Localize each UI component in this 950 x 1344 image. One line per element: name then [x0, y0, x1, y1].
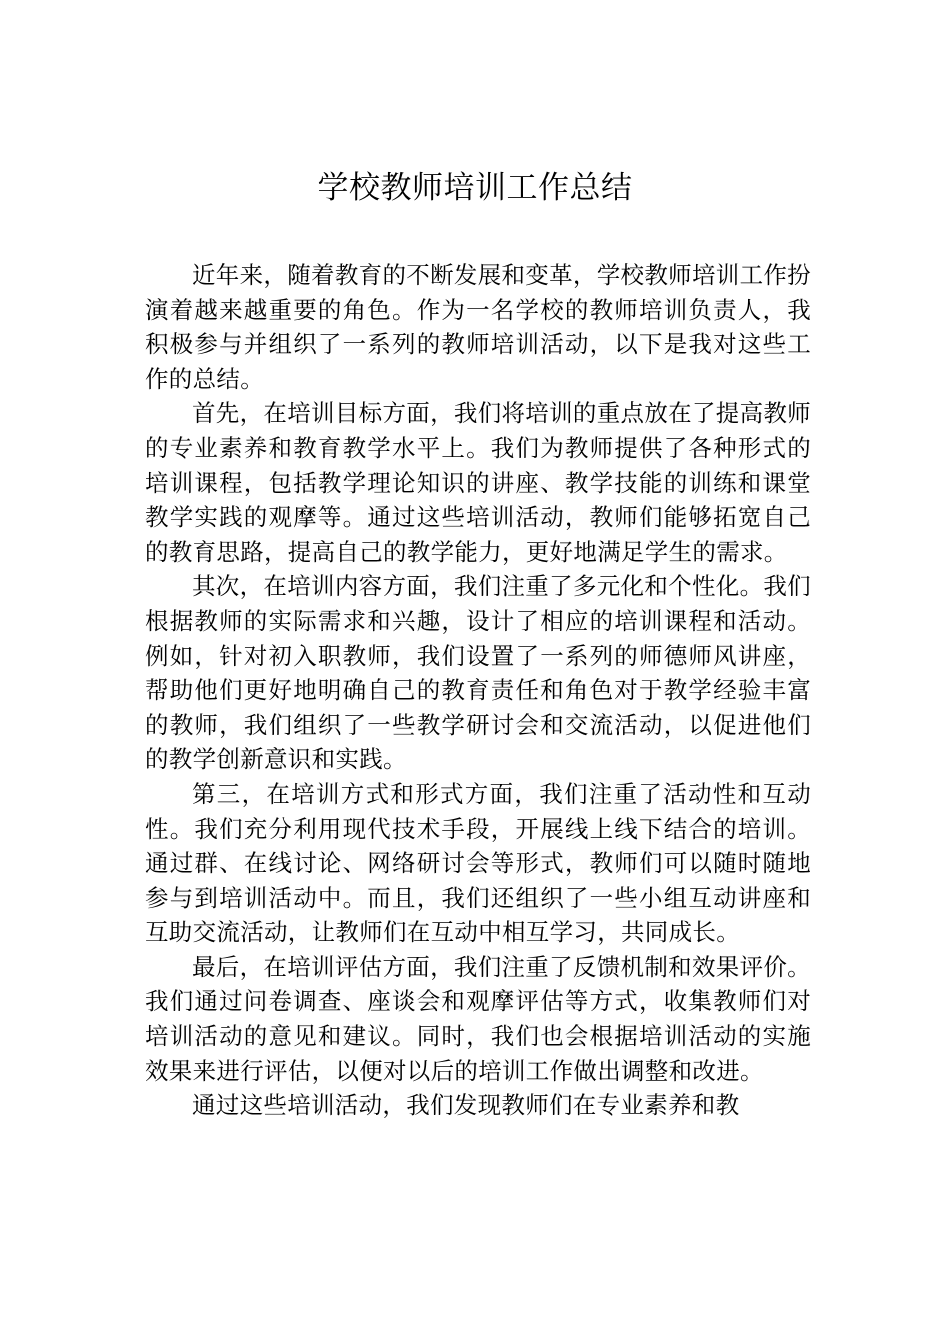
paragraph-training-methods: 第三，在培训方式和形式方面，我们注重了活动性和互动性。我们充分利用现代技术手段，开展线上线下结合的培训。通过群、在线讨论、网络研讨会等形式，教师们可以随时随地参与到培训活动中。而且，我们还组织了一些小组互动讲座和互助交流活动，让教师们在互动中相互学习，共同成长。: [145, 779, 811, 947]
document-body: [145, 258, 811, 1123]
paragraph-training-content: 其次，在培训内容方面，我们注重了多元化和个性化。我们根据教师的实际需求和兴趣，设计了相应的培训课程和活动。例如，针对初入职教师，我们设置了一系列的师德师风讲座，帮助他们更好地明确自己的教育责任和角色对于教学经验丰富的教师，我们组织了一些教学研讨会和交流活动，以促进他们的教学创新意识和实践。: [145, 572, 811, 774]
paragraph-training-goals: 首先，在培训目标方面，我们将培训的重点放在了提高教师的专业素养和教育教学水平上。我们为教师提供了各种形式的培训课程，包括教学理论知识的讲座、教学技能的训练和课堂教学实践的观摩等。通过这些培训活动，教师们能够拓宽自己的教育思路，提高自己的教学能力，更好地满足学生的需求。: [145, 399, 811, 566]
paragraph-training-evaluation: 最后，在培训评估方面，我们注重了反馈机制和效果评价。我们通过问卷调查、座谈会和观摩评估等方式，收集教师们对培训活动的意见和建议。同时，我们也会根据培训活动的实施效果来进行评估，以便对以后的培训工作做出调整和改进。: [145, 952, 811, 1085]
document-title: 学校教师培训工作总结: [317, 170, 633, 206]
paragraph-outcomes: 通过这些培训活动，我们发现教师们在专业素养和教: [192, 1091, 740, 1120]
paragraph-intro: 近年来，随着教育的不断发展和变革，学校教师培训工作扮演着越来越重要的角色。作为一名学校的教师培训负责人，我积极参与并组织了一系列的教师培训活动，以下是我对这些工作的总结。: [145, 261, 811, 393]
